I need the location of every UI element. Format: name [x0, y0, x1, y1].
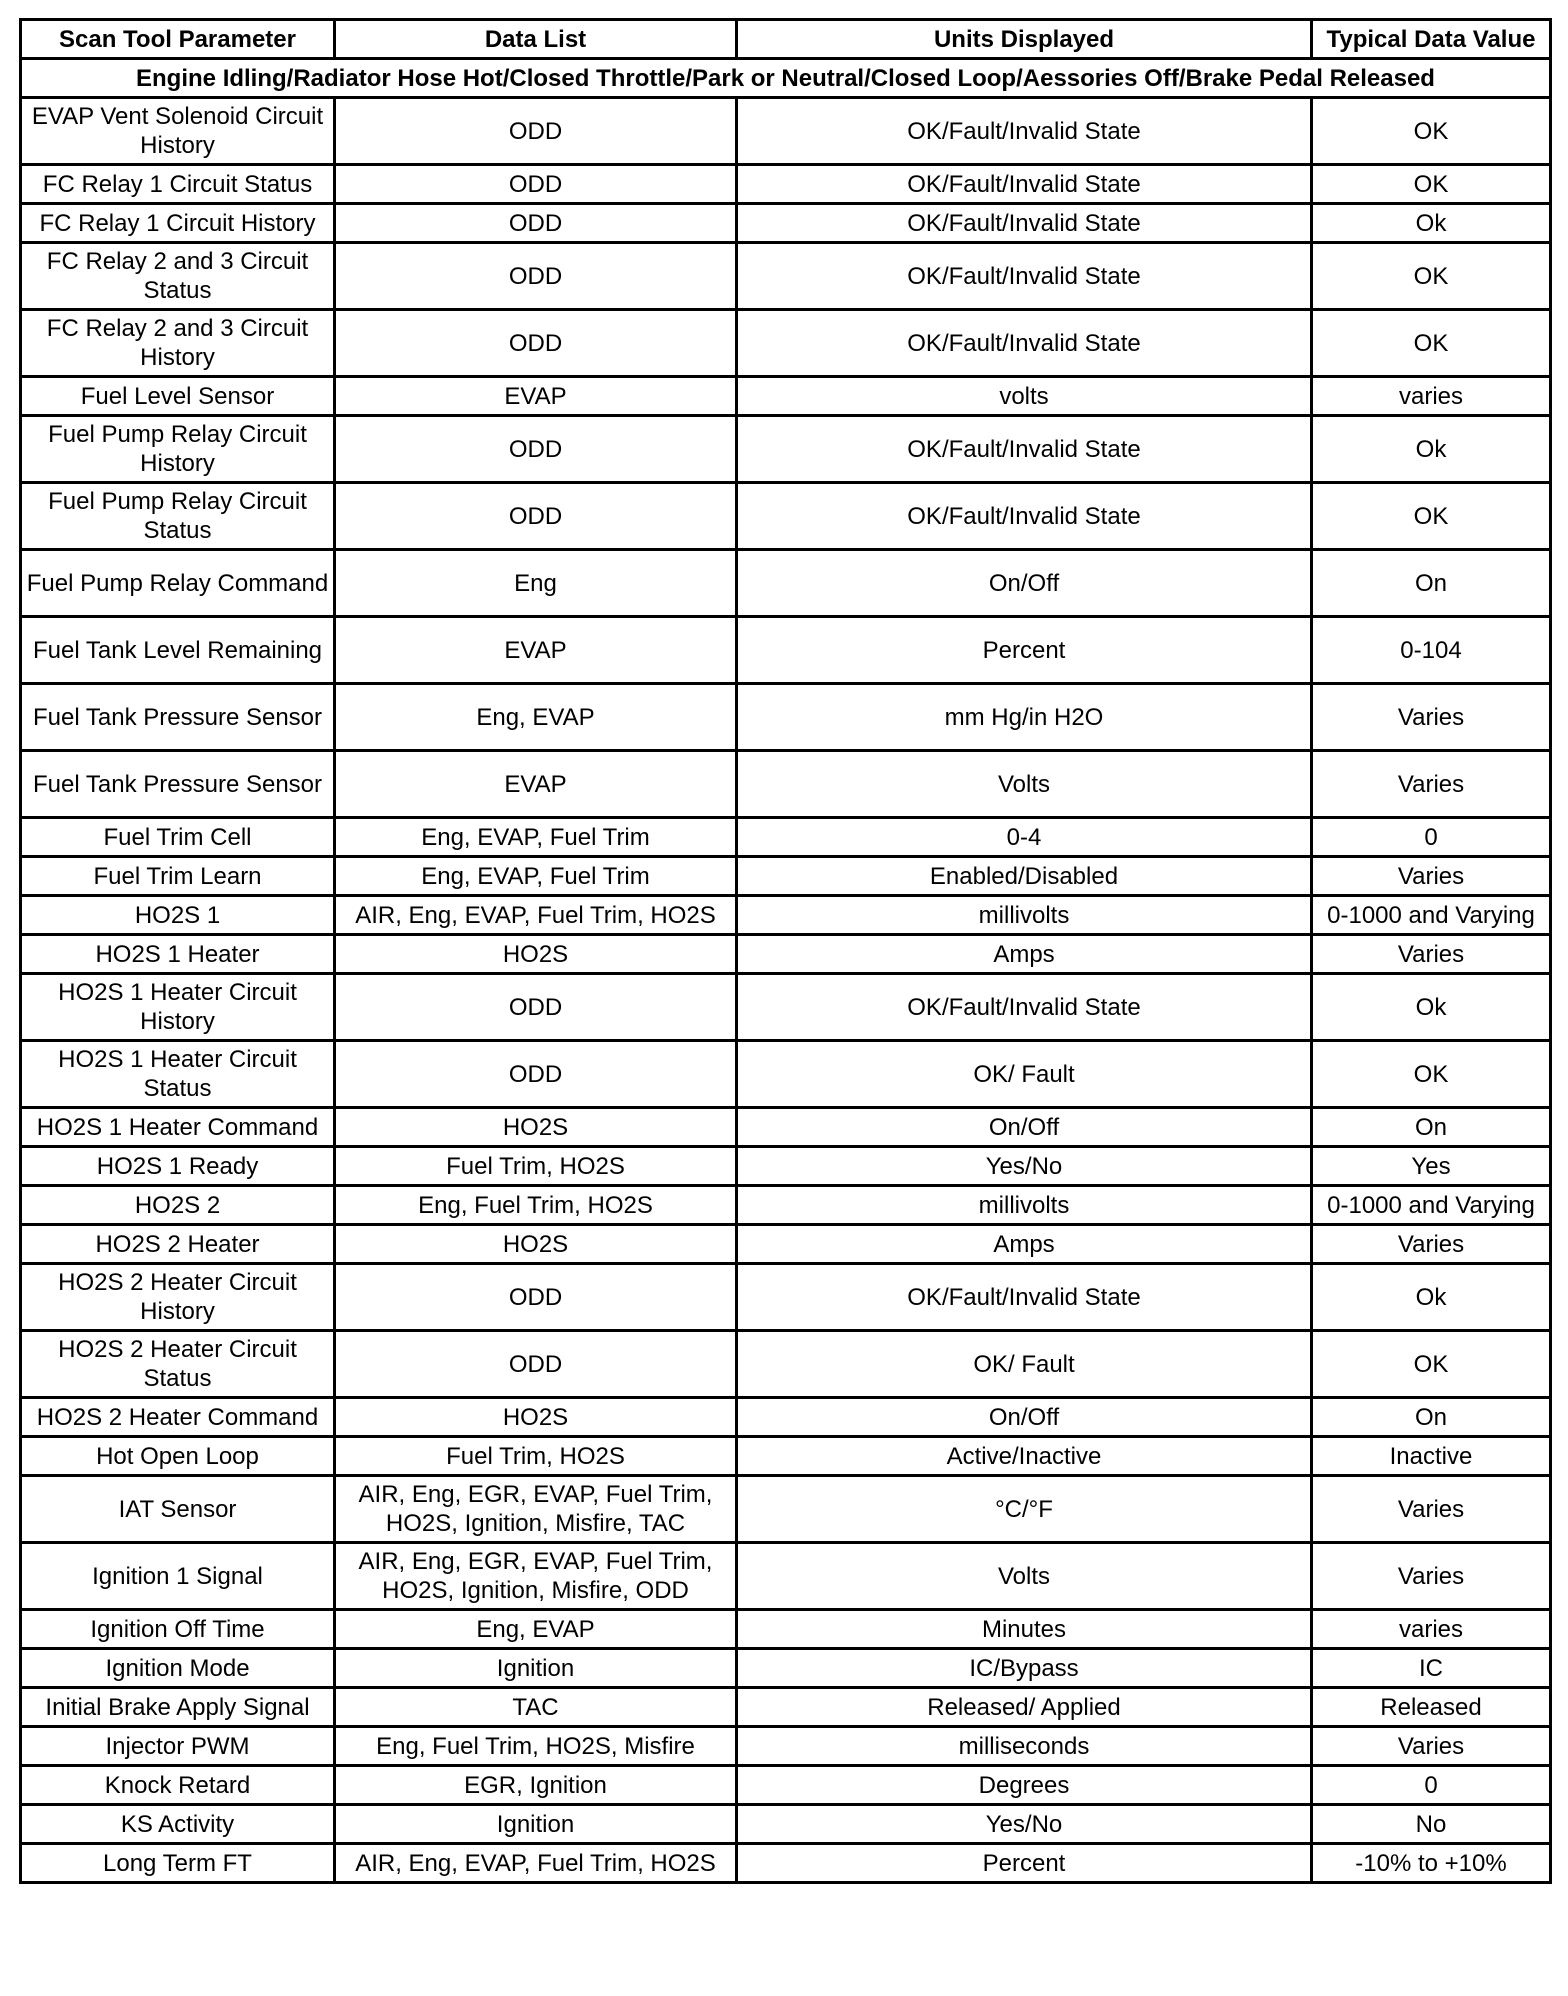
units-cell: On/Off: [737, 1108, 1312, 1147]
typical-value-cell: Ok: [1312, 204, 1551, 243]
typical-value-cell: 0: [1312, 818, 1551, 857]
units-cell: 0-4: [737, 818, 1312, 857]
data-list-cell: Fuel Trim, HO2S: [335, 1147, 737, 1186]
units-cell: °C/°F: [737, 1476, 1312, 1543]
units-cell: OK/Fault/Invalid State: [737, 483, 1312, 550]
data-list-cell: ODD: [335, 416, 737, 483]
table-row: [21, 204, 1551, 243]
units-cell: millivolts: [737, 1186, 1312, 1225]
parameter-cell: Knock Retard: [21, 1766, 335, 1805]
typical-value-cell: OK: [1312, 310, 1551, 377]
data-list-cell: EGR, Ignition: [335, 1766, 737, 1805]
header-row: [21, 20, 1551, 59]
table-row: [21, 1437, 1551, 1476]
table-row: [21, 1610, 1551, 1649]
typical-value-cell: On: [1312, 1108, 1551, 1147]
typical-value-cell: OK: [1312, 165, 1551, 204]
column-header-typical-value: Typical Data Value: [1312, 20, 1551, 59]
parameter-cell: KS Activity: [21, 1805, 335, 1844]
units-cell: Yes/No: [737, 1147, 1312, 1186]
table-row: [21, 1225, 1551, 1264]
parameter-cell: HO2S 2 Heater Circuit Status: [21, 1331, 335, 1398]
parameter-cell: HO2S 2 Heater Command: [21, 1398, 335, 1437]
parameter-cell: Fuel Trim Cell: [21, 818, 335, 857]
units-cell: On/Off: [737, 1398, 1312, 1437]
typical-value-cell: OK: [1312, 243, 1551, 310]
typical-value-cell: OK: [1312, 1041, 1551, 1108]
table-row: [21, 1108, 1551, 1147]
typical-value-cell: -10% to +10%: [1312, 1844, 1551, 1883]
parameter-cell: FC Relay 2 and 3 Circuit History: [21, 310, 335, 377]
units-cell: OK/Fault/Invalid State: [737, 243, 1312, 310]
parameter-cell: Fuel Level Sensor: [21, 377, 335, 416]
condition-row: [21, 59, 1551, 98]
typical-value-cell: Inactive: [1312, 1437, 1551, 1476]
units-cell: Yes/No: [737, 1805, 1312, 1844]
parameter-cell: Hot Open Loop: [21, 1437, 335, 1476]
units-cell: Percent: [737, 1844, 1312, 1883]
typical-value-cell: varies: [1312, 377, 1551, 416]
parameter-cell: Fuel Trim Learn: [21, 857, 335, 896]
data-table: [19, 18, 1552, 1884]
data-list-cell: Eng, EVAP: [335, 684, 737, 751]
data-list-cell: HO2S: [335, 935, 737, 974]
parameter-cell: HO2S 2 Heater Circuit History: [21, 1264, 335, 1331]
units-cell: Degrees: [737, 1766, 1312, 1805]
units-cell: OK/Fault/Invalid State: [737, 974, 1312, 1041]
typical-value-cell: Ok: [1312, 416, 1551, 483]
data-list-cell: EVAP: [335, 377, 737, 416]
units-cell: OK/Fault/Invalid State: [737, 1264, 1312, 1331]
typical-value-cell: OK: [1312, 98, 1551, 165]
data-list-cell: Eng: [335, 550, 737, 617]
scan-tool-data-table: [19, 18, 1549, 1884]
table-row: [21, 310, 1551, 377]
table-row: [21, 1147, 1551, 1186]
data-list-cell: ODD: [335, 243, 737, 310]
typical-value-cell: Varies: [1312, 935, 1551, 974]
units-cell: Enabled/Disabled: [737, 857, 1312, 896]
parameter-cell: Fuel Tank Pressure Sensor: [21, 684, 335, 751]
data-list-cell: Eng, Fuel Trim, HO2S, Misfire: [335, 1727, 737, 1766]
units-cell: OK/ Fault: [737, 1041, 1312, 1108]
parameter-cell: Ignition Off Time: [21, 1610, 335, 1649]
data-list-cell: EVAP: [335, 751, 737, 818]
typical-value-cell: Varies: [1312, 1543, 1551, 1610]
parameter-cell: EVAP Vent Solenoid Circuit History: [21, 98, 335, 165]
parameter-cell: Fuel Tank Level Remaining: [21, 617, 335, 684]
parameter-cell: Injector PWM: [21, 1727, 335, 1766]
data-list-cell: ODD: [335, 1264, 737, 1331]
parameter-cell: HO2S 1 Ready: [21, 1147, 335, 1186]
parameter-cell: Fuel Pump Relay Circuit Status: [21, 483, 335, 550]
table-row: [21, 1805, 1551, 1844]
table-row: [21, 1727, 1551, 1766]
typical-value-cell: OK: [1312, 483, 1551, 550]
typical-value-cell: On: [1312, 550, 1551, 617]
data-list-cell: Fuel Trim, HO2S: [335, 1437, 737, 1476]
typical-value-cell: 0-1000 and Varying: [1312, 896, 1551, 935]
parameter-cell: HO2S 1 Heater Command: [21, 1108, 335, 1147]
parameter-cell: Fuel Tank Pressure Sensor: [21, 751, 335, 818]
table-row: [21, 1543, 1551, 1610]
data-list-cell: ODD: [335, 165, 737, 204]
data-list-cell: Ignition: [335, 1649, 737, 1688]
test-condition-cell: Engine Idling/Radiator Hose Hot/Closed Throttle/Park or Neutral/Closed Loop/Aessories Off/Brake Pedal Released: [21, 59, 1551, 98]
data-list-cell: TAC: [335, 1688, 737, 1727]
parameter-cell: HO2S 1 Heater Circuit History: [21, 974, 335, 1041]
units-cell: Percent: [737, 617, 1312, 684]
table-row: [21, 617, 1551, 684]
parameter-cell: HO2S 1: [21, 896, 335, 935]
parameter-cell: HO2S 1 Heater Circuit Status: [21, 1041, 335, 1108]
table-row: [21, 1688, 1551, 1727]
typical-value-cell: Released: [1312, 1688, 1551, 1727]
parameter-cell: Initial Brake Apply Signal: [21, 1688, 335, 1727]
table-row: [21, 1186, 1551, 1225]
units-cell: OK/Fault/Invalid State: [737, 310, 1312, 377]
table-row: [21, 483, 1551, 550]
table-row: [21, 1844, 1551, 1883]
units-cell: Released/ Applied: [737, 1688, 1312, 1727]
parameter-cell: FC Relay 1 Circuit Status: [21, 165, 335, 204]
units-cell: OK/Fault/Invalid State: [737, 416, 1312, 483]
data-list-cell: ODD: [335, 483, 737, 550]
table-row: [21, 684, 1551, 751]
data-list-cell: HO2S: [335, 1225, 737, 1264]
typical-value-cell: Varies: [1312, 684, 1551, 751]
units-cell: Minutes: [737, 1610, 1312, 1649]
data-list-cell: EVAP: [335, 617, 737, 684]
typical-value-cell: On: [1312, 1398, 1551, 1437]
units-cell: Amps: [737, 1225, 1312, 1264]
data-list-cell: ODD: [335, 1041, 737, 1108]
data-list-cell: AIR, Eng, EGR, EVAP, Fuel Trim, HO2S, Ignition, Misfire, ODD: [335, 1543, 737, 1610]
parameter-cell: HO2S 1 Heater: [21, 935, 335, 974]
data-list-cell: ODD: [335, 204, 737, 243]
units-cell: volts: [737, 377, 1312, 416]
units-cell: Volts: [737, 751, 1312, 818]
typical-value-cell: Varies: [1312, 1225, 1551, 1264]
typical-value-cell: 0-104: [1312, 617, 1551, 684]
table-row: [21, 974, 1551, 1041]
units-cell: OK/Fault/Invalid State: [737, 204, 1312, 243]
typical-value-cell: IC: [1312, 1649, 1551, 1688]
column-header-data-list: Data List: [335, 20, 737, 59]
table-row: [21, 857, 1551, 896]
typical-value-cell: Varies: [1312, 1727, 1551, 1766]
data-list-cell: Eng, EVAP, Fuel Trim: [335, 818, 737, 857]
typical-value-cell: varies: [1312, 1610, 1551, 1649]
parameter-cell: FC Relay 2 and 3 Circuit Status: [21, 243, 335, 310]
data-list-cell: ODD: [335, 310, 737, 377]
units-cell: Volts: [737, 1543, 1312, 1610]
typical-value-cell: Ok: [1312, 974, 1551, 1041]
data-list-cell: ODD: [335, 974, 737, 1041]
units-cell: OK/Fault/Invalid State: [737, 165, 1312, 204]
data-list-cell: Eng, EVAP, Fuel Trim: [335, 857, 737, 896]
table-row: [21, 377, 1551, 416]
table-row: [21, 751, 1551, 818]
column-header-units: Units Displayed: [737, 20, 1312, 59]
table-row: [21, 1766, 1551, 1805]
units-cell: OK/ Fault: [737, 1331, 1312, 1398]
table-body: [21, 59, 1551, 1883]
data-list-cell: ODD: [335, 98, 737, 165]
units-cell: IC/Bypass: [737, 1649, 1312, 1688]
table-row: [21, 165, 1551, 204]
table-row: [21, 416, 1551, 483]
parameter-cell: Fuel Pump Relay Circuit History: [21, 416, 335, 483]
parameter-cell: Fuel Pump Relay Command: [21, 550, 335, 617]
data-list-cell: HO2S: [335, 1108, 737, 1147]
table-row: [21, 243, 1551, 310]
data-list-cell: Eng, EVAP: [335, 1610, 737, 1649]
data-list-cell: HO2S: [335, 1398, 737, 1437]
table-row: [21, 1476, 1551, 1543]
data-list-cell: AIR, Eng, EGR, EVAP, Fuel Trim, HO2S, Ignition, Misfire, TAC: [335, 1476, 737, 1543]
table-row: [21, 98, 1551, 165]
units-cell: millivolts: [737, 896, 1312, 935]
table-row: [21, 818, 1551, 857]
typical-value-cell: OK: [1312, 1331, 1551, 1398]
column-header-parameter: Scan Tool Parameter: [21, 20, 335, 59]
parameter-cell: Long Term FT: [21, 1844, 335, 1883]
units-cell: OK/Fault/Invalid State: [737, 98, 1312, 165]
units-cell: Active/Inactive: [737, 1437, 1312, 1476]
typical-value-cell: Varies: [1312, 857, 1551, 896]
parameter-cell: HO2S 2 Heater: [21, 1225, 335, 1264]
parameter-cell: HO2S 2: [21, 1186, 335, 1225]
data-list-cell: AIR, Eng, EVAP, Fuel Trim, HO2S: [335, 1844, 737, 1883]
typical-value-cell: Varies: [1312, 751, 1551, 818]
typical-value-cell: Varies: [1312, 1476, 1551, 1543]
parameter-cell: IAT Sensor: [21, 1476, 335, 1543]
data-list-cell: Eng, Fuel Trim, HO2S: [335, 1186, 737, 1225]
parameter-cell: FC Relay 1 Circuit History: [21, 204, 335, 243]
units-cell: milliseconds: [737, 1727, 1312, 1766]
table-row: [21, 935, 1551, 974]
table-row: [21, 1041, 1551, 1108]
data-list-cell: Ignition: [335, 1805, 737, 1844]
units-cell: On/Off: [737, 550, 1312, 617]
typical-value-cell: Yes: [1312, 1147, 1551, 1186]
table-row: [21, 1649, 1551, 1688]
data-list-cell: ODD: [335, 1331, 737, 1398]
typical-value-cell: 0: [1312, 1766, 1551, 1805]
units-cell: Amps: [737, 935, 1312, 974]
parameter-cell: Ignition 1 Signal: [21, 1543, 335, 1610]
table-row: [21, 1264, 1551, 1331]
table-row: [21, 550, 1551, 617]
typical-value-cell: 0-1000 and Varying: [1312, 1186, 1551, 1225]
typical-value-cell: No: [1312, 1805, 1551, 1844]
table-row: [21, 896, 1551, 935]
typical-value-cell: Ok: [1312, 1264, 1551, 1331]
table-row: [21, 1398, 1551, 1437]
parameter-cell: Ignition Mode: [21, 1649, 335, 1688]
table-row: [21, 1331, 1551, 1398]
units-cell: mm Hg/in H2O: [737, 684, 1312, 751]
data-list-cell: AIR, Eng, EVAP, Fuel Trim, HO2S: [335, 896, 737, 935]
